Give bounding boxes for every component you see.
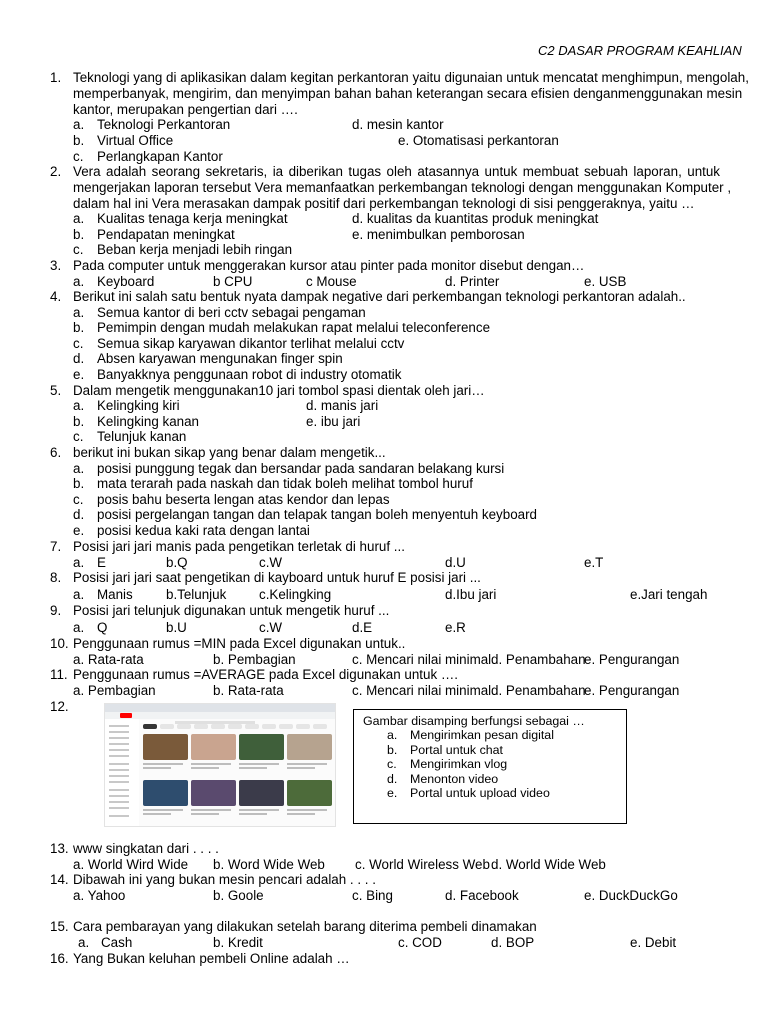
option-text: e.Jari tengah [630, 587, 708, 602]
option-text: c.Kelingking [259, 587, 332, 602]
option-text: Virtual Office [97, 133, 174, 148]
option-letter: a. [73, 305, 85, 320]
option-letter: c. [387, 757, 397, 771]
option-text: E [97, 555, 106, 570]
option-text: Manis [97, 587, 133, 602]
question-number: 2. [50, 164, 62, 179]
question-number: 15. [50, 919, 69, 934]
option-text: c. Mencari nilai minimal [352, 652, 492, 667]
box-title: Gambar disamping berfungsi sebagai … [363, 714, 585, 728]
option-letter: b. [73, 414, 85, 429]
option-text: d. BOP [491, 935, 535, 950]
question-number: 13. [50, 841, 69, 856]
option-text: Mengirimkan pesan digital [410, 728, 554, 742]
option-text: e. Pengurangan [584, 652, 680, 667]
option-text: Menonton video [410, 772, 499, 786]
option-letter: b. [73, 320, 85, 335]
question-number: 6. [50, 445, 62, 460]
question-text: Vera adalah seorang sekretaris, ia diberikan tugas oleh atasannya untuk membuat sebuah laporan, untuk [73, 164, 720, 179]
option-text: Keyboard [97, 274, 155, 289]
question-text: dalam hal ini Vera merasakan dampak positif dari perkembangan teknologi di sisi penggeraknya, yaitu … [73, 196, 695, 211]
option-text: Mengirimkan vlog [410, 757, 508, 771]
question-text: Dalam mengetik menggunakan10 jari tombol spasi dientak oleh jari… [73, 383, 485, 398]
option-text: Pendapatan meningkat [97, 227, 235, 242]
video-thumbnail [287, 780, 332, 806]
video-thumbnail [143, 780, 188, 806]
question-text: berikut ini bukan sikap yang benar dalam mengetik... [73, 445, 386, 460]
video-thumbnail [239, 780, 284, 806]
option-text: c.W [259, 555, 283, 570]
option-letter: a. [73, 274, 85, 289]
option-text: b.Q [166, 555, 188, 570]
option-text: d. World Wide Web [491, 857, 606, 872]
option-text: Kualitas tenaga kerja meningkat [97, 211, 288, 226]
question-text: Posisi jari telunjuk digunakan untuk mengetik huruf ... [73, 603, 390, 618]
option-text: d. Printer [445, 274, 500, 289]
question-text: memperbanyak, mengirim, dan menyimpan bahan bahan keterangan secara efisien denganmenggunakan mesin [73, 86, 743, 101]
question-number: 16. [50, 951, 69, 966]
option-text: a. Rata-rata [73, 652, 144, 667]
option-letter: a. [73, 555, 85, 570]
option-letter: a. [73, 587, 85, 602]
option-letter: b. [73, 476, 85, 491]
option-text: Portal untuk chat [410, 743, 503, 757]
question-text: mengerjakan laporan tersebut Vera memanfaatkan perkembangan teknologi dengan menggunakan Komputer , [73, 180, 732, 195]
option-letter: a. [73, 461, 85, 476]
option-text: a. Pembagian [73, 683, 156, 698]
video-thumbnail [287, 734, 332, 760]
question-text: Berikut ini salah satu bentuk nyata dampak negative dari perkembangan teknologi perkantoran adalah.. [73, 289, 686, 304]
question-text: Posisi jari jari manis pada pengetikan terletak di huruf ... [73, 539, 405, 554]
option-text: b. Goole [213, 888, 264, 903]
video-thumbnail [239, 734, 284, 760]
option-text: e. Debit [630, 935, 677, 950]
sidebar [105, 719, 139, 827]
question-text: Penggunaan rumus =AVERAGE pada Excel digunakan untuk …. [73, 667, 458, 682]
option-text: d.U [445, 555, 466, 570]
option-text: Absen karyawan mengunakan finger spin [97, 351, 343, 366]
question-text: Teknologi yang di aplikasikan dalam kegitan perkantoran yaitu digunaian untuk mencatat menghimpun, mengolah, [73, 70, 749, 85]
option-letter: a. [73, 117, 85, 132]
option-text: e. USB [584, 274, 627, 289]
option-letter: a. [387, 728, 398, 742]
video-thumbnail [143, 734, 188, 760]
option-text: d. Penambahan [491, 652, 586, 667]
option-letter: e. [73, 367, 85, 382]
question-number: 4. [50, 289, 62, 304]
option-text: d. Facebook [445, 888, 519, 903]
option-text: c Mouse [306, 274, 357, 289]
option-text: c. Mencari nilai minimal [352, 683, 492, 698]
option-text: b. Word Wide Web [213, 857, 325, 872]
video-thumbnail [191, 780, 236, 806]
option-letter: a. [73, 211, 85, 226]
option-letter: b. [73, 227, 85, 242]
option-text: d. Penambahan [491, 683, 586, 698]
question-text: Yang Bukan keluhan pembeli Online adalah … [73, 951, 350, 966]
option-text: e. Otomatisasi perkantoran [398, 133, 559, 148]
option-text: Beban kerja menjadi lebih ringan [97, 242, 293, 257]
question-number: 7. [50, 539, 62, 554]
option-text: Q [97, 620, 108, 635]
option-text: d.Ibu jari [445, 587, 497, 602]
option-text: b.U [166, 620, 187, 635]
option-text: Cash [101, 935, 133, 950]
option-text: Pemimpin dengan mudah melakukan rapat melalui teleconference [97, 320, 491, 335]
question-number: 10. [50, 636, 69, 651]
option-text: Teknologi Perkantoran [97, 117, 231, 132]
question-number: 12. [50, 699, 69, 714]
option-text: Portal untuk upload video [410, 786, 550, 800]
option-text: b. Rata-rata [213, 683, 284, 698]
question-number: 11. [50, 667, 68, 682]
option-text: c. COD [398, 935, 442, 950]
browser-tab-bar [105, 704, 335, 712]
option-text: b. Pembagian [213, 652, 296, 667]
option-text: b.Telunjuk [166, 587, 227, 602]
question-text: Penggunaan rumus =MIN pada Excel digunakan untuk.. [73, 636, 406, 651]
question-text: Posisi jari jari saat pengetikan di kayboard untuk huruf E posisi jari ... [73, 570, 481, 585]
option-text: mata terarah pada naskah dan tidak boleh melihat tombol huruf [97, 476, 473, 491]
option-text: Telunjuk kanan [97, 429, 187, 444]
option-text: d. kualitas da kuantitas produk meningkat [352, 211, 599, 226]
option-text: Perlangkapan Kantor [97, 149, 223, 164]
option-letter: c. [73, 336, 84, 351]
option-text: e. ibu jari [306, 414, 361, 429]
video-thumbnail [191, 734, 236, 760]
option-text: a. Yahoo [73, 888, 126, 903]
option-text: d. manis jari [306, 398, 379, 413]
option-text: posisi punggung tegak dan bersandar pada sandaran belakang kursi [97, 461, 505, 476]
question-number: 1. [50, 70, 62, 85]
option-text: c. Bing [352, 888, 393, 903]
option-letter: d. [387, 772, 398, 786]
option-letter: e. [73, 523, 85, 538]
document-header: C2 DASAR PROGRAM KEAHLIAN [538, 43, 742, 58]
category-chips [143, 724, 333, 729]
youtube-logo-icon [120, 713, 132, 718]
question-box [353, 709, 627, 824]
option-letter: a. [73, 620, 85, 635]
option-letter: a. [78, 935, 90, 950]
option-text: Kelingking kiri [97, 398, 180, 413]
option-text: Kelingking kanan [97, 414, 199, 429]
option-letter: e. [387, 786, 398, 800]
option-text: b. Kredit [213, 935, 263, 950]
option-letter: b. [73, 133, 85, 148]
option-text: d. mesin kantor [352, 117, 444, 132]
option-text: posisi kedua kaki rata dengan lantai [97, 523, 310, 538]
question-text: Dibawah ini yang bukan mesin pencari adalah . . . . [73, 872, 376, 887]
option-text: Semua kantor di beri cctv sebagai pengaman [97, 305, 366, 320]
question-number: 3. [50, 258, 62, 273]
option-text: posisi pergelangan tangan dan telapak tangan boleh menyentuh keyboard [97, 507, 537, 522]
option-letter: d. [73, 351, 85, 366]
question-text: www singkatan dari . . . . [73, 841, 219, 856]
question-text: kantor, merupakan pengertian dari …. [73, 102, 298, 117]
option-letter: c. [73, 149, 84, 164]
option-letter: c. [73, 492, 84, 507]
option-text: c. World Wireless Web [355, 857, 490, 872]
question-text: Pada computer untuk menggerakan kursor atau pinter pada monitor disebut dengan… [73, 258, 585, 273]
option-letter: b. [387, 743, 398, 757]
youtube-screenshot-image [104, 703, 336, 827]
browser-address-bar [105, 712, 335, 719]
option-text: a. World Wird Wide [73, 857, 189, 872]
option-text: Semua sikap karyawan dikantor terlihat melalui cctv [97, 336, 405, 351]
option-text: e.T [584, 555, 604, 570]
option-letter: a. [73, 398, 85, 413]
option-text: e. menimbulkan pemborosan [352, 227, 525, 242]
option-letter: d. [73, 507, 85, 522]
question-number: 9. [50, 603, 62, 618]
option-text: c.W [259, 620, 283, 635]
question-text: Cara pembarayan yang dilakukan setelah barang diterima pembeli dinamakan [73, 919, 537, 934]
option-text: Banyakknya penggunaan robot di industry otomatik [97, 367, 402, 382]
option-text: posis bahu beserta lengan atas kendor dan lepas [97, 492, 390, 507]
question-number: 14. [50, 872, 69, 887]
option-letter: c. [73, 242, 84, 257]
option-text: d.E [352, 620, 373, 635]
option-text: e. DuckDuckGo [584, 888, 678, 903]
option-text: b CPU [213, 274, 253, 289]
option-text: e. Pengurangan [584, 683, 680, 698]
question-number: 8. [50, 570, 62, 585]
option-text: e.R [445, 620, 466, 635]
option-letter: c. [73, 429, 84, 444]
question-number: 5. [50, 383, 62, 398]
